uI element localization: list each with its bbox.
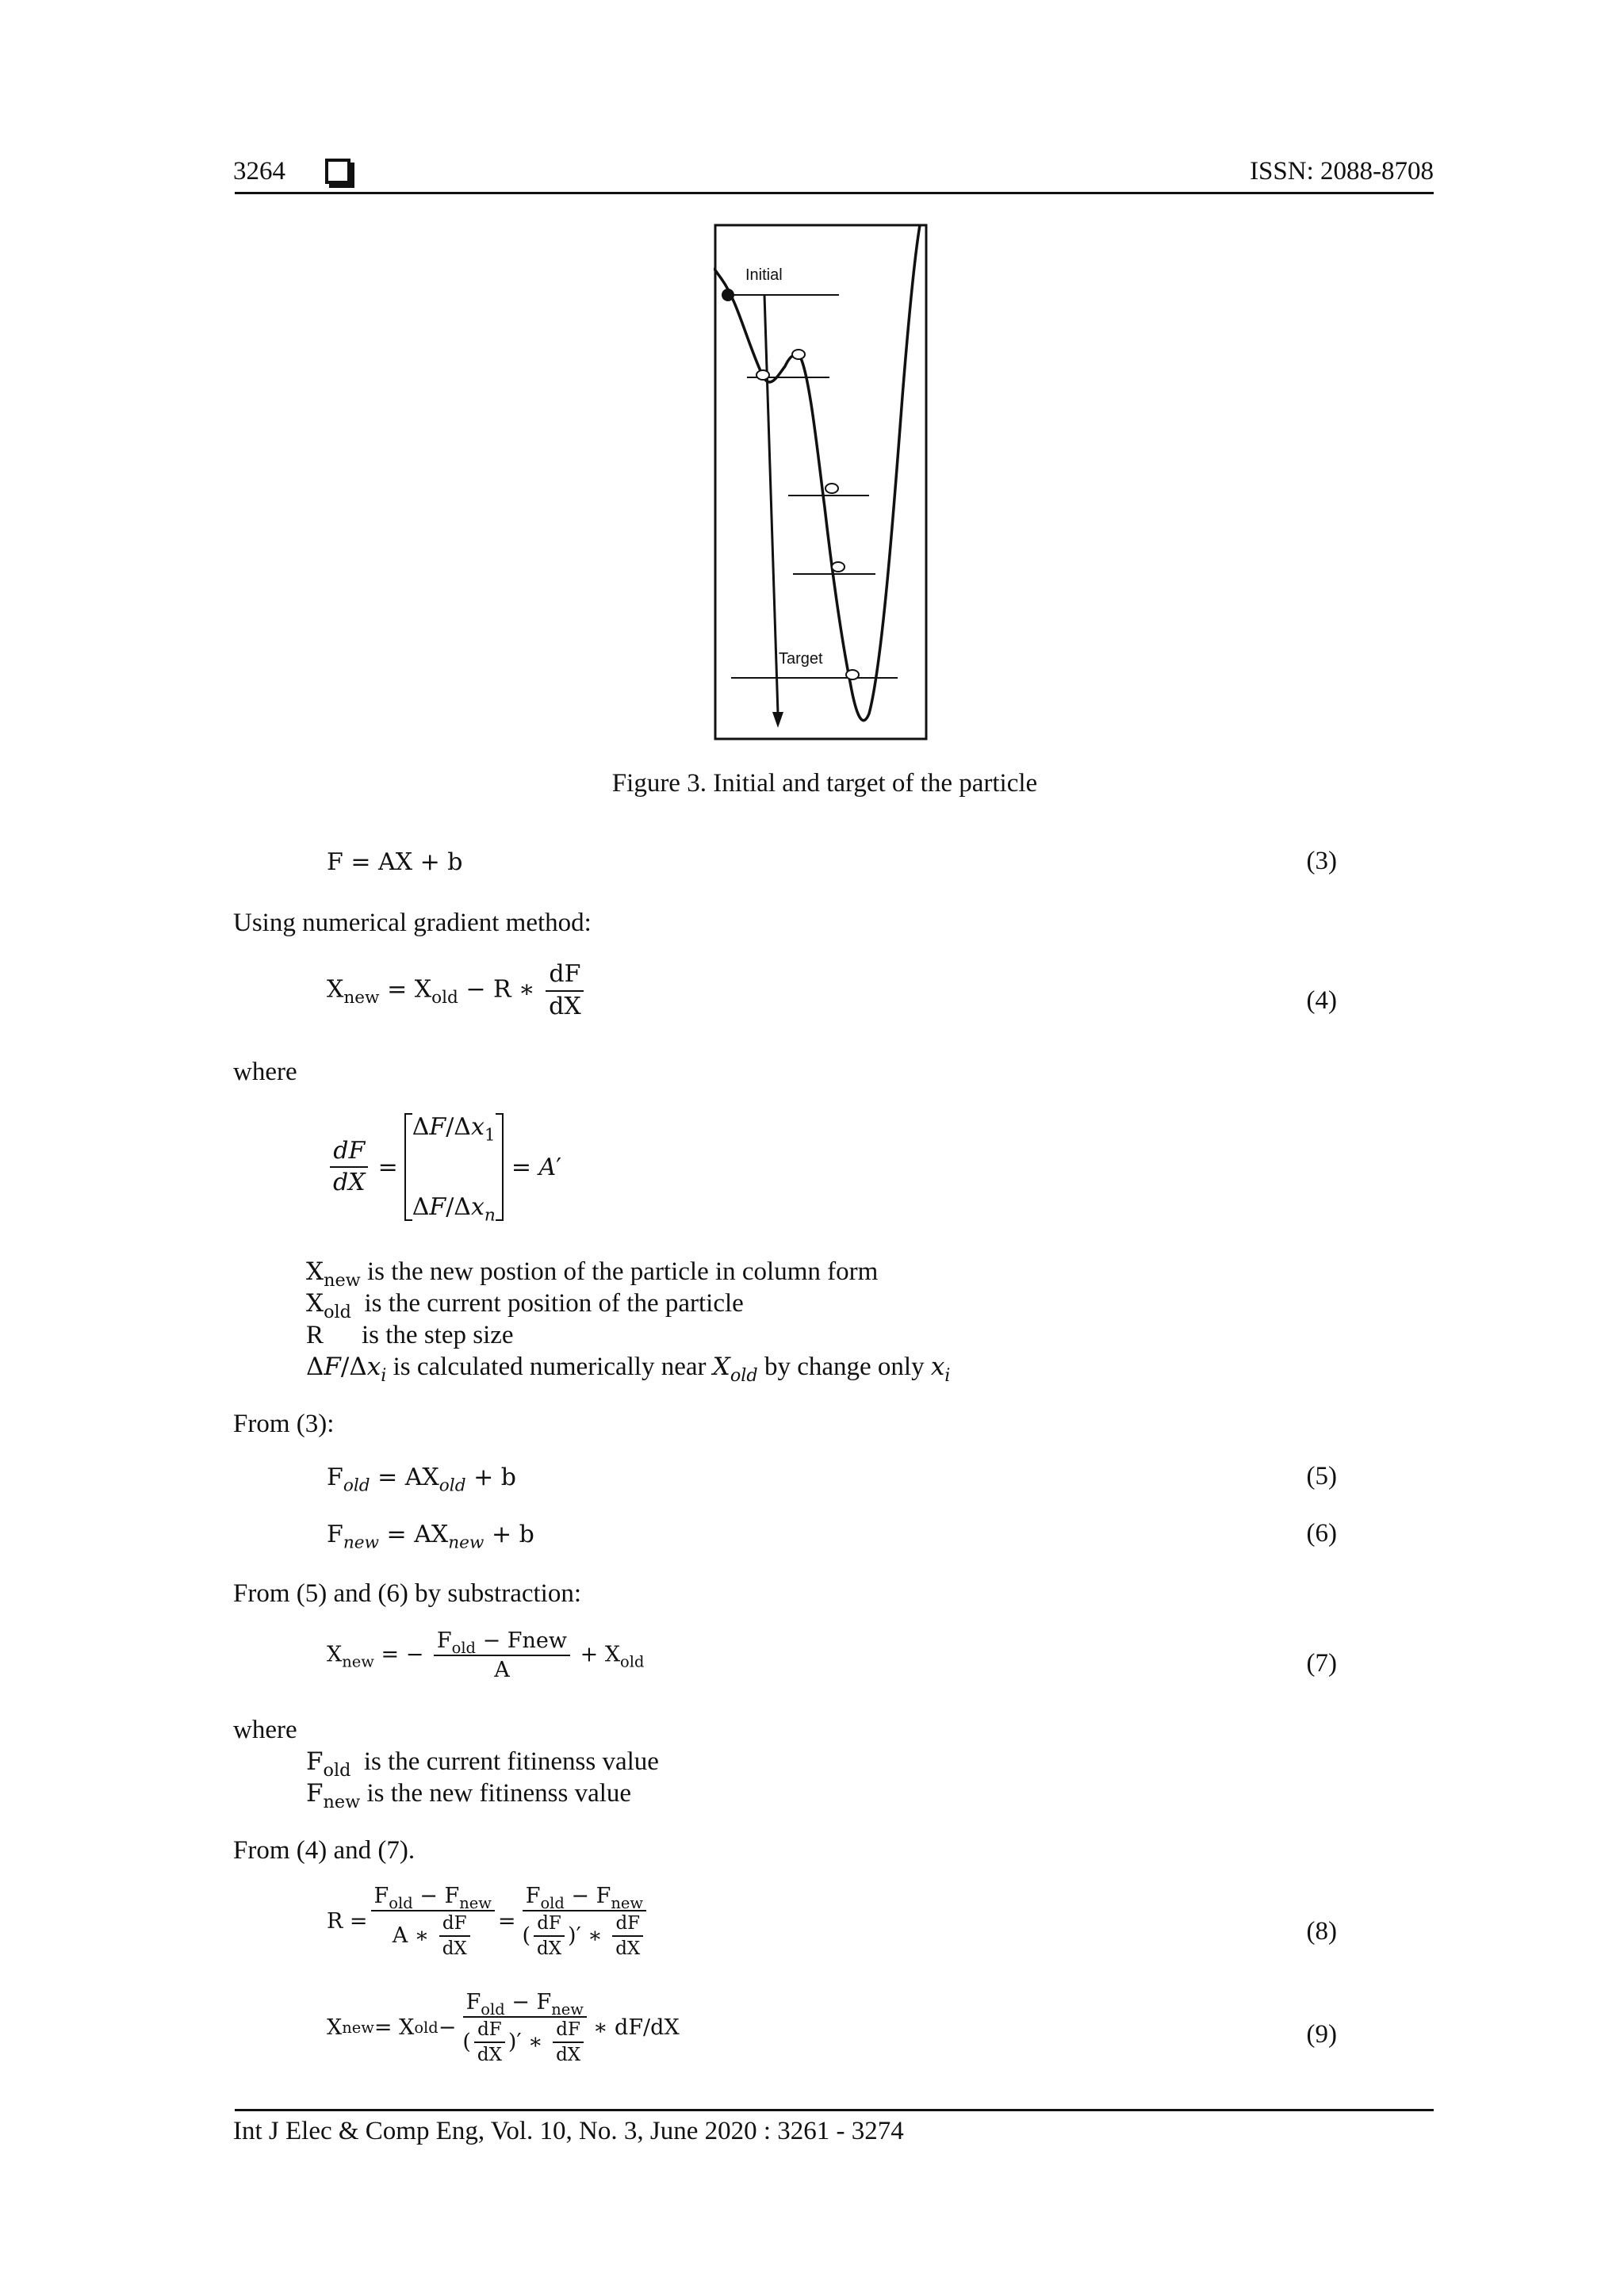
def-xnew-row: $X_{new}$ is the new postion of the particle in column form bbox=[306, 1257, 879, 1291]
gradient-matrix-equation: $\frac{dF}{dX}$ = $\Delta F/\Delta x_1$ $\Delta F/\Delta x_n$ = A′ bbox=[327, 1113, 561, 1221]
footer-citation: Int J Elec & Comp Eng, Vol. 10, No. 3, June 2020 : 3261 - 3274 bbox=[233, 2117, 904, 2145]
label-target: Target bbox=[779, 650, 823, 668]
equation-7: $X_{new}$ = − $\frac{F_{old} - Fnew}{A}$ + $X_{old}$ bbox=[327, 1628, 645, 1683]
initial-particle bbox=[722, 289, 734, 301]
equation-9: X new = X old − $F_{old} - F_{new}$ ( $\frac{dF}{dX}$ )′ ∗ $\frac{dF}{dX}$ ∗ dF/dX bbox=[327, 1990, 680, 2066]
def-r-row bbox=[306, 1319, 514, 1351]
def-fnew: is the new fitinenss value bbox=[366, 1779, 632, 1808]
equation-3: F = AX + b bbox=[327, 848, 463, 876]
def-delta-row: $\Delta F/\Delta x_i$ is calculated numerically near $X_{old}$ by change only $x_i$ bbox=[306, 1353, 951, 1386]
equation-8: R = $F_{old} - F_{new}$ A ∗ $\frac{dF}{dX}$ = $F_{old} - F_{new}$ ( $\frac{dF}{dX}$ )′ ∗ $\frac{dF}{dX}$ bbox=[327, 1884, 653, 1960]
def-fold-row: $F_{old}$ is the current fitinenss value bbox=[306, 1747, 659, 1781]
gradient-intro: Using numerical gradient method: bbox=[233, 909, 592, 937]
eq4-label: (4) bbox=[1306, 986, 1337, 1015]
page-number: 3264 bbox=[233, 157, 285, 186]
def-delta-end: by change only bbox=[764, 1353, 925, 1381]
def-xold: is the current position of the particle bbox=[364, 1289, 744, 1318]
def-fnew-row: $F_{new}$ is the new fitinenss value bbox=[306, 1779, 632, 1812]
eq3-label: (3) bbox=[1306, 847, 1337, 875]
from-4-7: From (4) and (7). bbox=[233, 1836, 416, 1865]
eq5-label: (5) bbox=[1306, 1462, 1337, 1490]
eq7-label: (7) bbox=[1306, 1649, 1337, 1678]
header-rule bbox=[235, 192, 1434, 194]
equation-4: $X_{new} = X_{old} - R$ ∗ $\frac{dF}{dX}$ bbox=[327, 961, 588, 1020]
target-particle bbox=[846, 670, 859, 679]
eq8-label: (8) bbox=[1306, 1917, 1337, 1946]
square-bullet-icon bbox=[325, 159, 350, 184]
eq6-label: (6) bbox=[1306, 1519, 1337, 1548]
from-3: From (3): bbox=[233, 1410, 335, 1438]
def-xnew: is the new postion of the particle in column form bbox=[367, 1257, 879, 1286]
def-fold: is the current fitinenss value bbox=[363, 1747, 659, 1776]
descent-arrow bbox=[764, 295, 778, 714]
eq9-label: (9) bbox=[1306, 2020, 1337, 2049]
equation-6: $F_{new} = AX_{new} + b$ bbox=[327, 1521, 534, 1553]
def-xold-row: $X_{old}$ is the current position of the particle bbox=[306, 1289, 744, 1322]
label-initial: Initial bbox=[745, 266, 783, 284]
fitness-curve bbox=[714, 225, 920, 721]
issn: ISSN: 2088-8708 bbox=[1250, 157, 1434, 186]
where-1: where bbox=[233, 1058, 297, 1086]
from-5-6: From (5) and (6) by substraction: bbox=[233, 1579, 582, 1608]
equation-5: $F_{old} = AX_{old} + b$ bbox=[327, 1464, 516, 1496]
def-r: is the step size bbox=[362, 1321, 514, 1349]
arrow-head bbox=[772, 712, 783, 728]
figure-3-diagram bbox=[714, 222, 944, 745]
def-r-symbol: R bbox=[306, 1321, 324, 1349]
where-2: where bbox=[233, 1716, 297, 1744]
def-delta-mid: is calculated numerically near bbox=[393, 1353, 707, 1381]
footer-rule bbox=[235, 2109, 1434, 2111]
figure-caption: Figure 3. Initial and target of the particle bbox=[611, 769, 1038, 798]
